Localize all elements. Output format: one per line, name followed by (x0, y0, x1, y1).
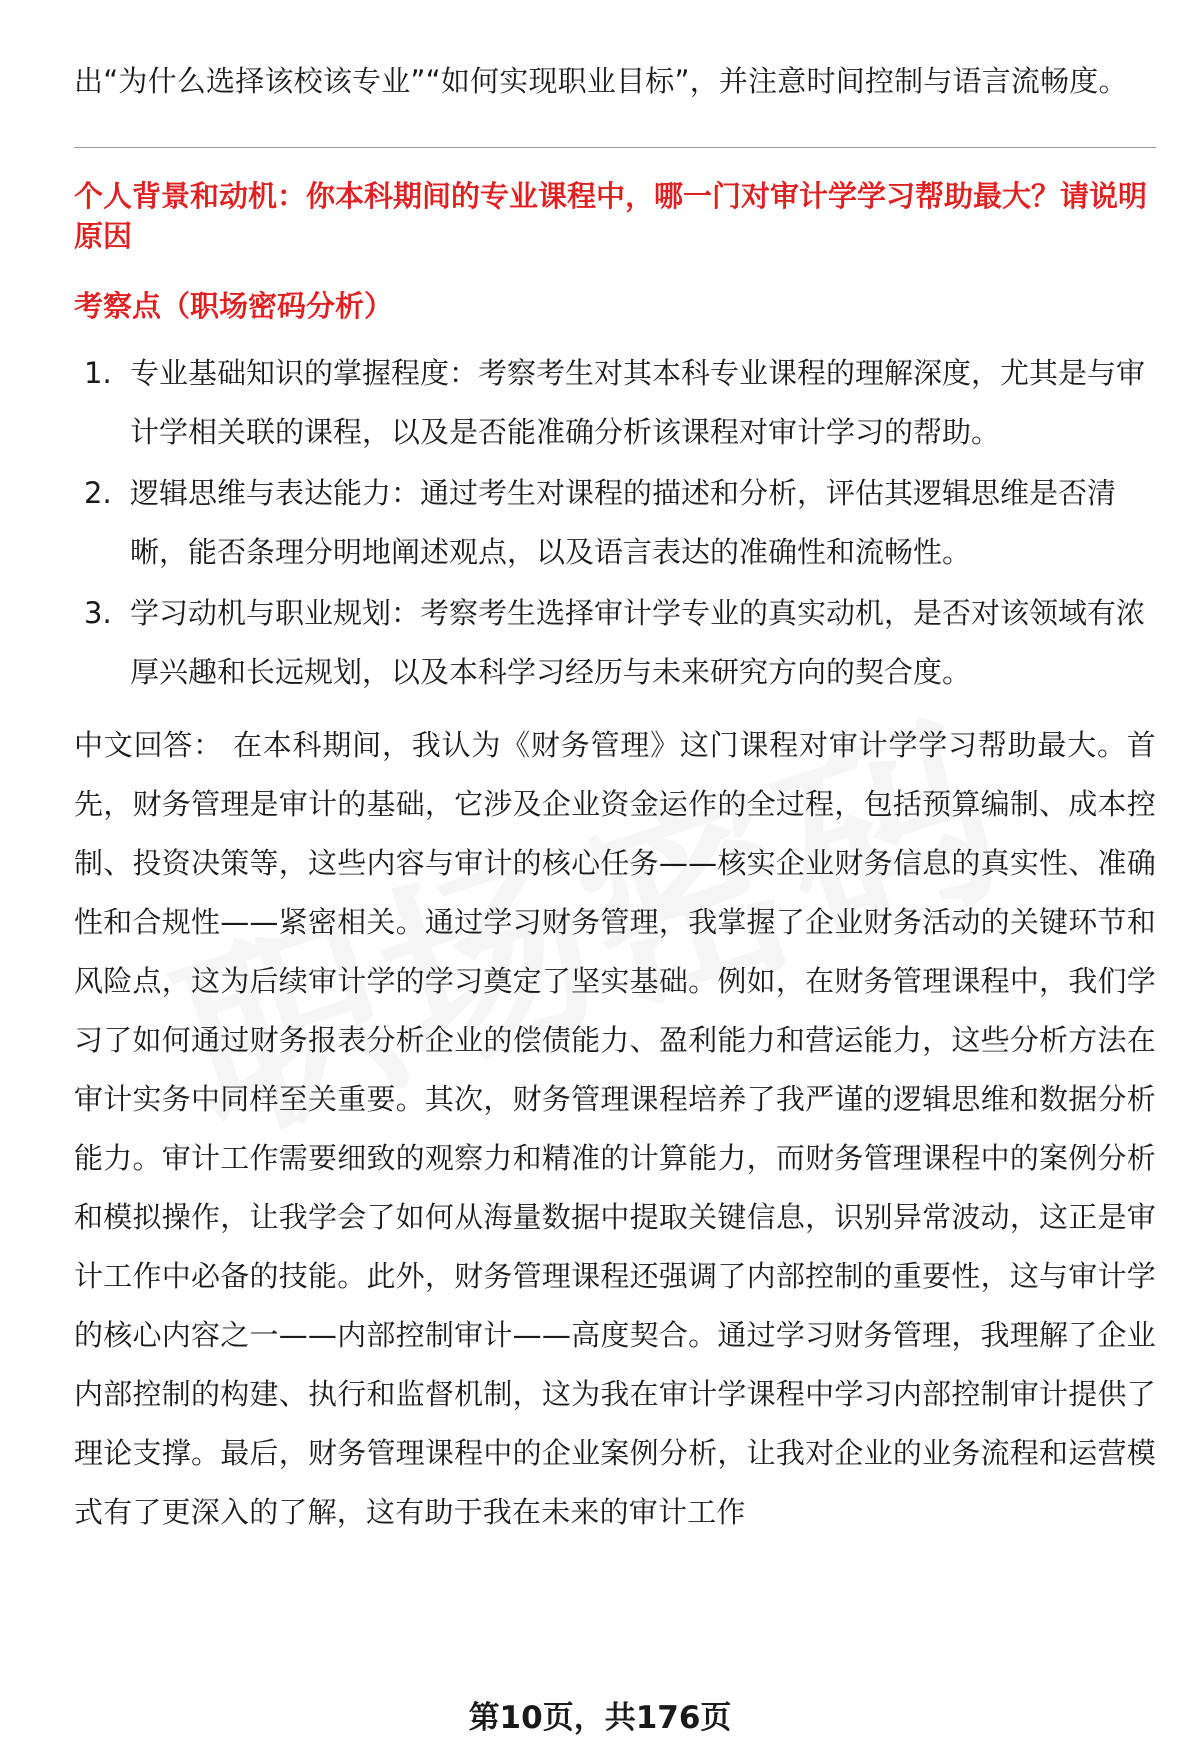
continuation-paragraph: 出“为什么选择该校该专业”“如何实现职业目标”，并注意时间控制与语言流畅度。 (74, 64, 1128, 98)
point-text: 专业基础知识的掌握程度：考察考生对其本科专业课程的理解深度，尤其是与审计学相关联的课程，以及是否能准确分析该课程对审计学习的帮助。 (130, 356, 1146, 449)
answer-paragraph: 中文回答： 在本科期间，我认为《财务管理》这门课程对审计学学习帮助最大。首先，财务管理是审计的基础，它涉及企业资金运作的全过程，包括预算编制、成本控制、投资决策等，这些内容与审计的核心任务——核实企业财务信息的真实性、准确性和合规性——紧密相关。通过学习财务管理，我掌握了企业财务活动的关键环节和风险点，这为后续审计学的学习奠定了坚实基础。例如，在财务管理课程中，我们学习了如何通过财务报表分析企业的偿债能力、盈利能力和营运能力，这些分析方法在审计实务中同样至关重要。其次，财务管理课程培养了我严谨的逻辑思维和数据分析能力。审计工作需要细致的观察力和精准的计算能力，而财务管理课程中的案例分析和模拟操作，让我学会了如何从海量数据中提取关键信息，识别异常波动，这正是审计工作中必备的技能。此外，财务管理课程还强调了内部控制的重要性，这与审计学的核心内容之一——内部控制审计——高度契合。通过学习财务管理，我理解了企业内部控制的构建、执行和监督机制，这为我在审计学课程中学习内部控制审计提供了理论支撑。最后，财务管理课程中的企业案例分析，让我对企业的业务流程和运营模式有了更深入的了解，这有助于我在未来的审计工作 (74, 728, 1156, 1529)
point-number: 1. (84, 356, 112, 390)
point-text: 学习动机与职业规划：考察考生选择审计学专业的真实动机，是否对该领域有浓厚兴趣和长远规划，以及本科学习经历与未来研究方向的契合度。 (130, 596, 1146, 689)
point-number: 3. (84, 596, 112, 630)
page-content (74, 52, 1156, 1542)
assessment-point (74, 584, 1156, 702)
section-divider (74, 147, 1156, 148)
assessment-point (74, 464, 1156, 582)
question-heading: 个人背景和动机：你本科期间的专业课程中，哪一门对审计学学习帮助最大？请说明原因 (74, 179, 1148, 253)
assessment-points-list (74, 344, 1156, 702)
assessment-heading: 考察点（职场密码分析） (74, 289, 394, 323)
point-number: 2. (84, 476, 112, 510)
assessment-point (74, 344, 1156, 462)
page-footer: 第10页，共176页 (468, 1700, 732, 1736)
point-text: 逻辑思维与表达能力：通过考生对课程的描述和分析，评估其逻辑思维是否清晰，能否条理分明地阐述观点，以及语言表达的准确性和流畅性。 (130, 476, 1117, 569)
